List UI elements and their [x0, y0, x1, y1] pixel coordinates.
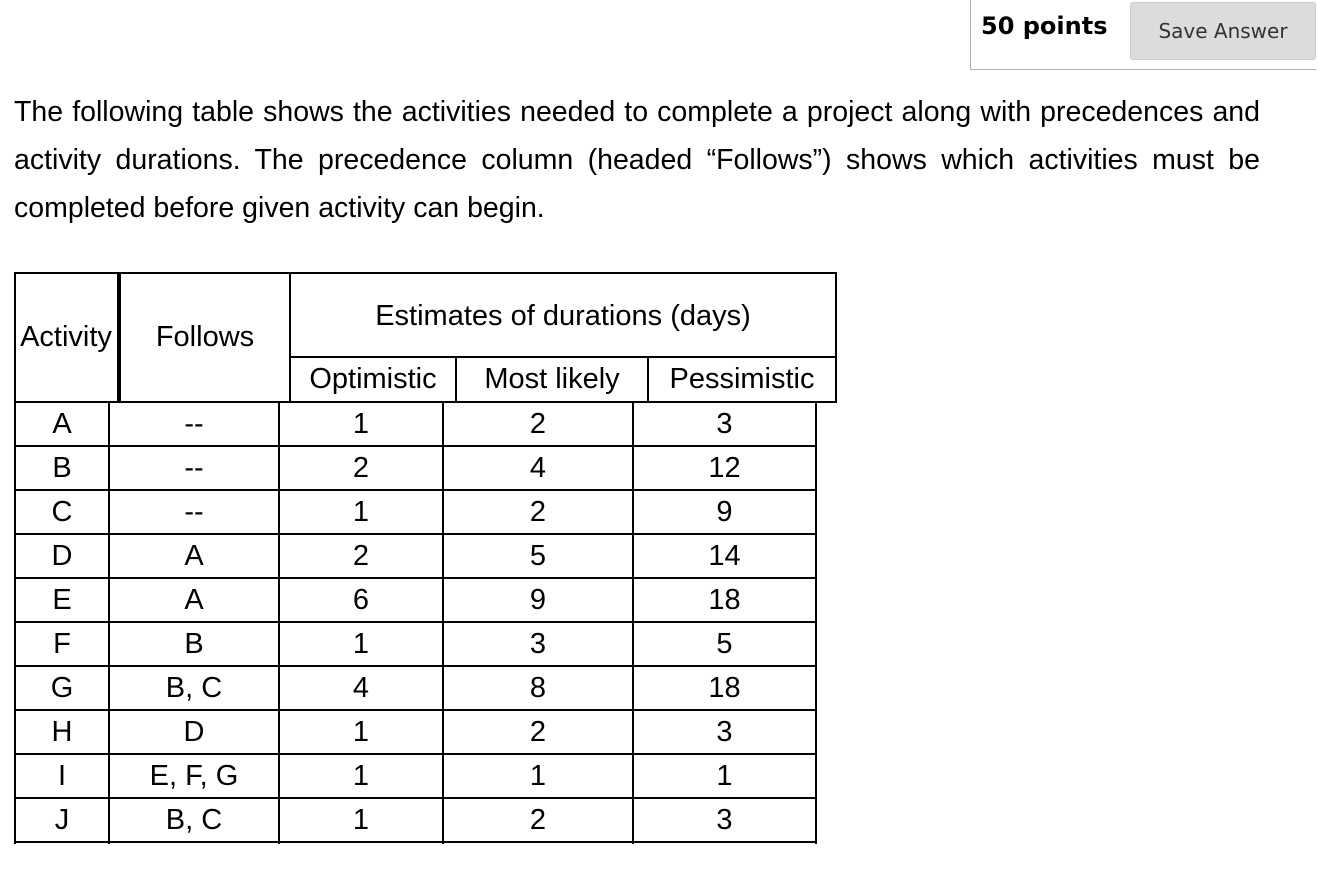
table-grid-line [455, 357, 457, 402]
points-panel [970, 0, 1316, 70]
cell-optimistic: 1 [352, 407, 370, 440]
cell-pessimistic: 12 [708, 451, 741, 484]
cell-optimistic: 6 [352, 583, 370, 616]
cell-follows: B, C [165, 671, 223, 704]
cell-follows: A [184, 539, 204, 572]
cell-optimistic: 2 [352, 451, 370, 484]
cell-optimistic: 1 [352, 803, 370, 836]
table-grid-line [290, 356, 837, 358]
cell-most-likely: 2 [529, 407, 547, 440]
cell-activity: G [50, 671, 74, 704]
cell-activity: J [54, 803, 70, 836]
header-most-likely: Most likely [484, 362, 620, 395]
cell-activity: I [57, 759, 67, 792]
table-grid-line [289, 272, 291, 403]
cell-pessimistic: 1 [716, 759, 733, 792]
table-grid-line [647, 357, 649, 402]
header-pessimistic: Pessimistic [669, 362, 815, 395]
cell-optimistic: 1 [352, 759, 370, 792]
cell-activity: B [52, 451, 72, 484]
header-follows: Follows [155, 320, 255, 353]
table-grid-line [14, 841, 817, 843]
cell-follows: B [184, 627, 204, 660]
cell-follows: D [183, 715, 205, 748]
cell-pessimistic: 18 [708, 583, 741, 616]
cell-pessimistic: 3 [716, 803, 733, 836]
cell-optimistic: 4 [352, 671, 370, 704]
points-label: 50 points [981, 12, 1108, 40]
cell-most-likely: 9 [529, 583, 547, 616]
table-grid-line [815, 402, 817, 844]
cell-most-likely: 1 [529, 759, 547, 792]
cell-follows: -- [184, 495, 204, 528]
table-grid-line [14, 272, 837, 274]
cell-follows: -- [184, 407, 204, 440]
cell-pessimistic: 18 [708, 671, 741, 704]
cell-optimistic: 2 [352, 539, 370, 572]
cell-pessimistic: 9 [716, 495, 733, 528]
header-optimistic: Optimistic [309, 362, 437, 395]
cell-most-likely: 2 [529, 803, 547, 836]
cell-most-likely: 2 [529, 495, 547, 528]
cell-pessimistic: 3 [716, 715, 733, 748]
table-grid-line [835, 272, 837, 403]
save-answer-button[interactable]: Save Answer [1130, 2, 1316, 60]
header-activity: Activity [20, 320, 112, 353]
cell-activity: F [53, 627, 71, 660]
cell-optimistic: 1 [352, 495, 370, 528]
table-grid-line [14, 272, 16, 403]
cell-activity: A [52, 407, 72, 440]
cell-follows: B, C [165, 803, 223, 836]
cell-pessimistic: 5 [716, 627, 733, 660]
cell-optimistic: 1 [352, 715, 370, 748]
cell-most-likely: 8 [529, 671, 547, 704]
cell-pessimistic: 14 [708, 539, 741, 572]
cell-activity: E [52, 583, 72, 616]
cell-activity: H [51, 715, 73, 748]
question-text: The following table shows the activities needed to complete a project along with precedences and activity durations. The precedence column (headed “Follows”) shows which activities must be completed before given activity can begin. [14, 96, 1260, 224]
cell-activity: D [51, 539, 73, 572]
cell-pessimistic: 3 [716, 407, 733, 440]
cell-most-likely: 4 [529, 451, 547, 484]
cell-follows: E, F, G [149, 759, 239, 792]
cell-optimistic: 1 [352, 627, 370, 660]
table-grid-line [119, 272, 121, 403]
cell-follows: -- [184, 451, 204, 484]
header-estimates: Estimates of durations (days) [375, 299, 751, 332]
cell-most-likely: 2 [529, 715, 547, 748]
cell-most-likely: 3 [529, 627, 547, 660]
cell-activity: C [51, 495, 73, 528]
cell-most-likely: 5 [529, 539, 547, 572]
cell-follows: A [184, 583, 204, 616]
